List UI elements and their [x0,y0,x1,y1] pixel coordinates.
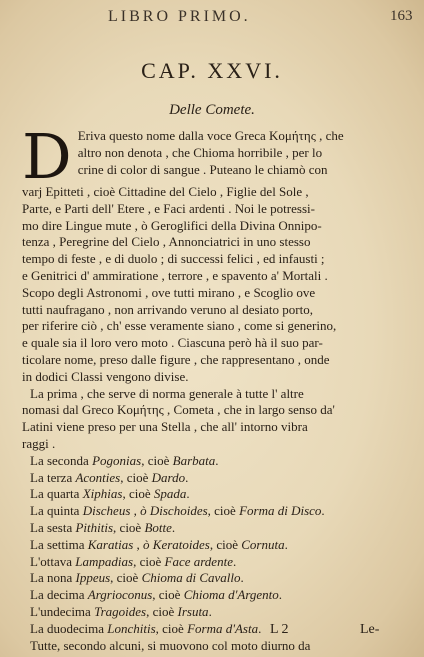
text-line: varj Epitteti , cioè Cittadine del Cielo , Figlie del Sole , [22,184,309,199]
list-item: La nona Ippeus, cioè Chioma di Cavallo. [30,570,244,586]
text-line: Scopo degli Astronomi , ove tutti mirano , e Scoglio ove [22,284,316,300]
paragraph-intro [22,120,404,386]
text-line: tempo di feste , e di duolo ; di successi felici , ed infausti ; [22,251,325,267]
list-item: La settima Karatias , ò Keratoides, cioè Cornuta. [30,536,288,552]
text-line: per riferire ciò , ch' esse veramente siano , come si generino, [22,318,337,334]
list-item: La decima Argrioconus, cioè Chioma d'Argento. [30,587,283,603]
page-footer [0,622,424,646]
text-line: mo dire Lingue mute , ò Geroglifici della Divina Onnipo- [22,217,322,233]
text-line: Latini viene preso per una Stella , che all' intorno vibra [22,419,308,435]
list-item: L'undecima Tragoides, cioè Irsuta. [30,603,212,619]
list-item: La seconda Pogonias, cioè Barbata. [30,452,219,468]
text-line: Tutte, secondo alcuni, si muovono col moto diurno da [30,637,311,653]
list-item: La sesta Pithitis, cioè Botte. [30,519,176,535]
text-line: Parte, e Parti dell' Etere , e Faci ardenti . Noi le potressi- [22,200,315,216]
text-line: nomasi dal Greco Κομήτης , Cometa , che in largo senso da' [22,402,335,418]
text-line: altro non denota , che Chioma horribile , per lo [77,144,323,160]
comet-classes-list [22,453,404,638]
body-text [22,120,404,654]
list-item: La quinta Discheus , ò Dischoides, cioè Forma di Disco. [30,503,325,519]
text-line: in dodici Classi vengono divise. [22,368,189,384]
list-item: La duodecima Lonchitis, cioè Forma d'Asta. [30,620,262,636]
page-header [0,6,424,30]
catchword: Le- [360,622,380,637]
text-line: Eriva questo nome dalla voce Greca Κομήτης , che [77,128,344,143]
paragraph-first-class [22,386,404,453]
running-head: LIBRO PRIMO. [108,8,251,25]
text-line: e Genitrici d' ammiratione , terrore , e spavento a' Mortali . [22,267,328,283]
text-line: La prima , che serve di norma generale à tutte l' altre [30,385,304,401]
chapter-title: CAP. XXVI. [141,58,283,83]
section-title: Delle Comete. [169,102,255,118]
text-line: crine di color di sangue . Puteano le chiamò con [77,161,328,177]
drop-cap: D [22,120,72,193]
printer-signature: L 2 [270,622,289,637]
text-line: raggi . [22,435,56,451]
list-item: La terza Aconties, cioè Dardo. [30,469,189,485]
text-line: tenza , Peregrine del Cielo , Annonciatrici in uno stesso [22,234,311,250]
text-line: e quale sia il loro vero moto . Ciascuna però hà il suo par- [22,335,323,351]
text-line: ticolare nome, preso dalle figure , che rappresentano , onde [22,351,330,367]
list-item: L'ottava Lampadias, cioè Face ardente. [30,553,237,569]
text-line: tutti naufragano , non arrivando veruno al desiato porto, [22,301,313,317]
list-item: La quarta Xiphias, cioè Spada. [30,486,190,502]
page-number: 163 [390,8,413,24]
